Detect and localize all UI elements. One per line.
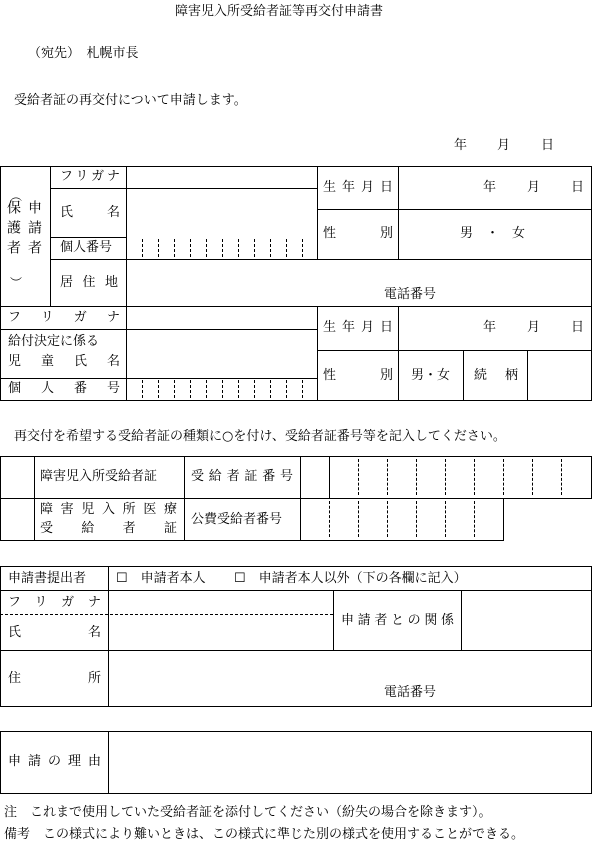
child-birth-year: 年 <box>483 320 497 335</box>
reason-label: 申請の理由 <box>8 754 101 769</box>
reason-input[interactable] <box>109 732 590 793</box>
guardian-gender-options[interactable]: 男 ・ 女 <box>460 226 526 241</box>
cert2-label-line2: 受給者証 <box>40 521 177 536</box>
child-individual-number-label: 個人番号 <box>8 381 120 396</box>
guardian-group-bracket-open: ︵ <box>10 189 23 203</box>
applicant-group-label: 申請者 <box>26 200 42 260</box>
cert1-label: 障害児入所受給者証 <box>40 469 158 484</box>
guardian-birth-day: 日 <box>571 180 585 195</box>
submitter-phone-label: 電話番号 <box>384 685 437 700</box>
child-gender-label: 性別 <box>323 368 393 383</box>
guardian-phone-label: 電話番号 <box>384 287 437 302</box>
cert2-number-label: 公費受給者番号 <box>191 512 283 527</box>
cert1-circle-cell[interactable] <box>1 457 34 498</box>
guardian-group-label: 保護者 <box>5 200 21 260</box>
date-day-label: 日 <box>541 138 555 153</box>
guardian-gender-label: 性別 <box>323 226 393 241</box>
child-birth-month: 月 <box>527 320 541 335</box>
cert2-circle-cell[interactable] <box>1 499 34 540</box>
certificate-instruction: 再交付を希望する受給者証の種類に○を付け、受給者証番号等を記入してください。 <box>14 429 506 444</box>
submitter-option-self[interactable]: ☐ 申請者本人 <box>116 571 206 586</box>
submitter-relationship-label: 申請者との関係 <box>341 613 454 628</box>
child-name-label-line1: 給付決定に係る <box>8 334 100 349</box>
guardian-group-bracket-close: ︶ <box>10 276 23 290</box>
date-year-label: 年 <box>454 138 468 153</box>
note-text: 注 これまで使用していた受給者証を添付してください（紛失の場合を除きます）。 <box>4 805 492 820</box>
child-furigana-label: フリガナ <box>8 310 120 325</box>
document-title: 障害児入所受給者証等再交付申請書 <box>175 4 384 19</box>
guardian-individual-number-label: 個人番号 <box>60 240 113 255</box>
remarks-text: 備考 この様式により難いときは、この様式に準じた別の様式を使用することができる。 <box>4 827 525 842</box>
child-relationship-label: 続柄 <box>474 368 518 383</box>
guardian-birthdate-label: 生年月日 <box>323 180 393 195</box>
submitter-name-label: 氏名 <box>8 625 101 640</box>
child-birthdate-label: 生年月日 <box>323 320 393 335</box>
submitter-address-label: 住所 <box>8 671 101 686</box>
guardian-address-label: 居住地 <box>60 275 118 290</box>
addressee: （宛先） 札幌市長 <box>28 46 139 61</box>
submitter-label: 申請書提出者 <box>8 571 87 586</box>
date-month-label: 月 <box>497 138 511 153</box>
guardian-birth-year: 年 <box>483 180 497 195</box>
child-gender-options[interactable]: 男・女 <box>411 368 451 383</box>
intro-text: 受給者証の再交付について申請します。 <box>14 93 247 108</box>
submitter-option-other[interactable]: ☐ 申請者本人以外（下の各欄に記入） <box>234 571 467 586</box>
child-birth-day: 日 <box>571 320 585 335</box>
cert1-number-label: 受給者証番号 <box>191 469 293 484</box>
child-name-label-line2: 児童氏名 <box>8 354 120 369</box>
guardian-birth-month: 月 <box>527 180 541 195</box>
guardian-name-label: 氏名 <box>60 205 120 220</box>
guardian-furigana-label: フリガナ <box>60 169 120 184</box>
submitter-furigana-label: フリガナ <box>8 595 101 610</box>
cert2-label-line1: 障害児入所医療 <box>40 502 177 517</box>
